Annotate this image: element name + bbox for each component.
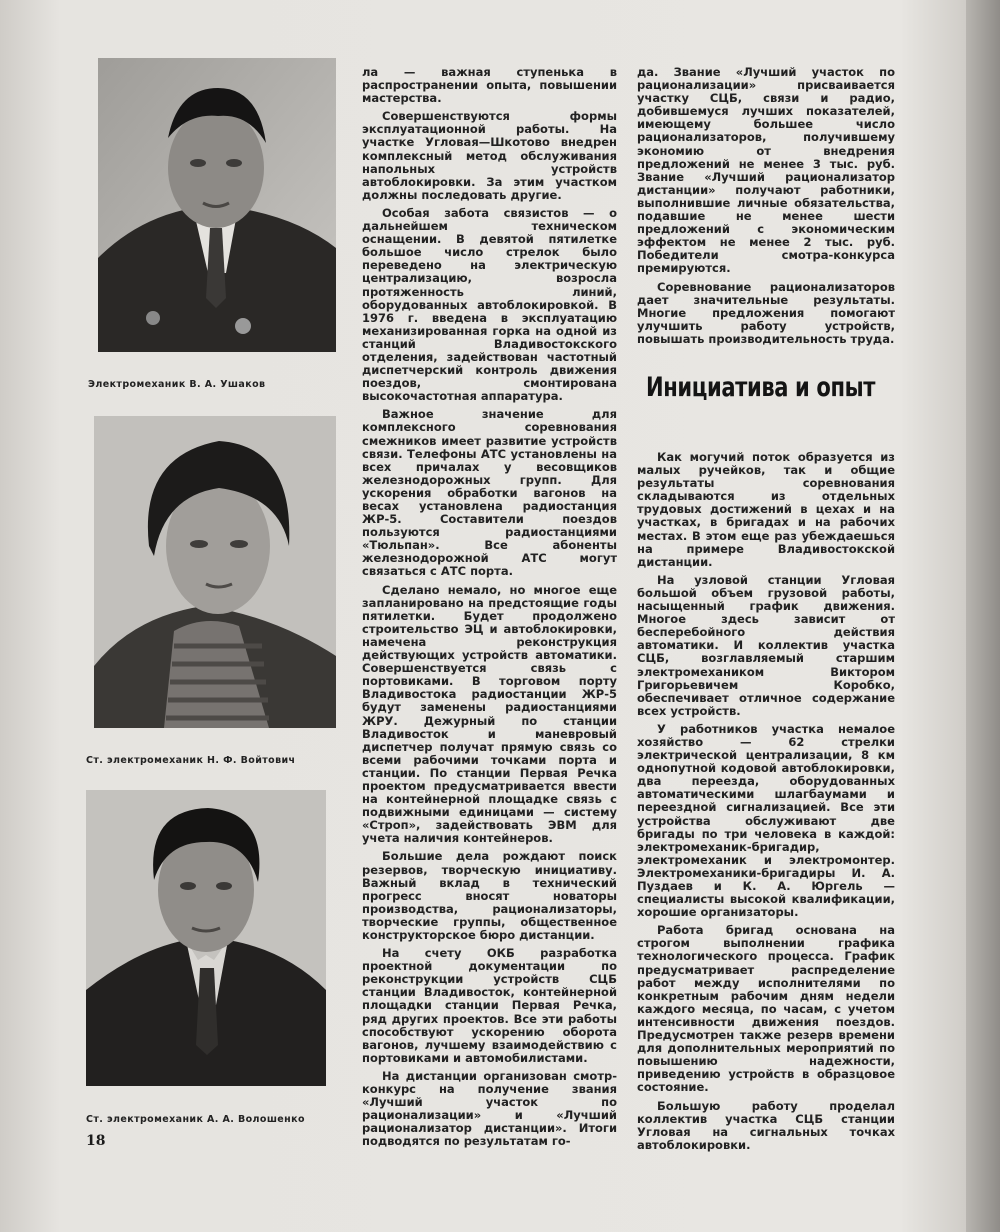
portrait-photo-3 bbox=[86, 790, 326, 1086]
photo-2-caption: Ст. электромеханик Н. Ф. Войтович bbox=[86, 755, 296, 766]
paragraph: На счету ОКБ разработка проектной документации по реконструкции устройств СЦБ станции Владивосток, контейнерной площадки станции Первая Речка, ряд других проектов. Все эти работы способствуют ускорению оборота вагонов, лучшему взаимодействию с портовиками и автомобилистами. bbox=[362, 946, 617, 1065]
paragraph: Совершенствуются формы эксплуатационной работы. На участке Угловая—Шкотово внедрен комплексный метод обслуживания напольных устройств автоблокировки. За этим участком должны последовать другие. bbox=[362, 109, 617, 202]
paragraph: Работа бригад основана на строгом выполнении графика технологического процесса. График предусматривает распределение работ между исполнителями по конкретным рабочим дням недели каждого месяца, по часам, с учетом интенсивности движения поездов. Предусмотрен также резерв времени для дополнительных мероприятий по повышению надежности, приведению устройств в образцовое состояние. bbox=[637, 923, 895, 1095]
paragraph: Особая забота связистов — о дальнейшем техническом оснащении. В девятой пятилетке большое число стрелок было переведено на электрическую централизацию, возросла протяженность линий, оборудованных автоблокировкой. В 1976 г. введена в эксплуатацию механизированная горка на одной из станций Владивостокского отделения, задействован частотный диспетчерский контроль движения поездов, смонтирована высокочастотная аппаратура. bbox=[362, 205, 617, 404]
paragraph: Сделано немало, но многое еще запланировано на предстоящие годы пятилетки. Будет продолжено строительство ЭЦ и автоблокировки, намечена реконструкция действующих устройств автоматики. Совершенствуется связь с портовиками. В торговом порту Владивостока радиостанции ЖР-5 будут заменены радиостанциями ЖРУ. Дежурный по станции Владивосток и маневровый диспетчер получат прямую связь со всеми рабочими точками порта и станции. По станции Первая Речка проектом предусматривается ввести на контейнерной площадке связь с подвижными единицами — систему «Строп», задействовать ЭВМ для учета наличия контейнеров. bbox=[362, 582, 617, 846]
paragraph: Большую работу проделал коллектив участка СЦБ станции Угловая на сигнальных точках автоблокировки. bbox=[637, 1098, 895, 1152]
paragraph: Важное значение для комплексного соревнования смежников имеет развитие устройств связи. Телефоны АТС установлены на всех причалах у весовщиков железнодорожных групп. Для ускорения обработки вагонов на весах установлена радиостанция ЖР-5. Составители поездов пользуются радиостанциями «Тюльпан». Все абоненты железнодорожной АТС могут связаться с АТС порта. bbox=[362, 407, 617, 579]
portrait-photo-2 bbox=[94, 416, 336, 728]
paragraph: У работников участка немалое хозяйство — 62 стрелки электрической централизации, 8 км однопутной кодовой автоблокировки, два переезда, оборудованных автоматическими шлагбаумами и переездной сигнализацией. Все эти устройства обслуживают две бригады по три человека в каждой: электромеханик-бригадир, электромеханик и электромонтер. Электромеханики-бригадиры И. А. Пуздаев и К. А. Юргель — специалисты высокой квалификации, хорошие организаторы. bbox=[637, 721, 895, 920]
text-column-2-bottom bbox=[637, 451, 895, 1157]
text-column-1 bbox=[362, 66, 617, 1154]
paragraph: Как могучий поток образуется из малых ручейков, так и общие результаты соревнования складываются из отдельных трудовых достижений в цехах и на участках, в бригадах и на рабочих местах. В этом еще раз убеждаешься на примере Владивостокской дистанции. bbox=[637, 450, 895, 569]
page-number: 18 bbox=[86, 1133, 106, 1149]
paragraph: На дистанции организован смотр-конкурс на получение звания «Лучший участок по рационализации» и «Лучший рационализатор дистанции». Итоги подводятся по результатам го- bbox=[362, 1068, 617, 1149]
portrait-photo-1 bbox=[98, 58, 336, 352]
paragraph: Большие дела рождают поиск резервов, творческую инициативу. Важный вклад в технический прогресс вносят новаторы производства, рационализаторы, творческие группы, общественное конструкторское бюро дистанции. bbox=[362, 849, 617, 942]
paragraph: да. Звание «Лучший участок по рационализации» присваивается участку СЦБ, связи и радио, добившемуся лучших показателей, имеющему большее число рационализаторов, получившему экономию от внедрения предложений не менее 3 тыс. руб. Звание «Лучший рационализатор дистанции» получают работники, выполнившие личные обязательства, подавшие не менее шести предложений с экономическим эффектом не менее 2 тыс. руб. Победители смотра-конкурса премируются. bbox=[637, 65, 895, 276]
paragraph: Соревнование рационализаторов дает значительные результаты. Многие предложения помогают улучшить работу устройств, повышать производительность труда. bbox=[637, 279, 895, 346]
photo-1-caption: Электромеханик В. А. Ушаков bbox=[88, 379, 266, 390]
text-column-2-top bbox=[637, 66, 895, 351]
paragraph: На узловой станции Угловая большой объем грузовой работы, насыщенный график движения. Многое здесь зависит от бесперебойного действия автоматики. И коллектив участка СЦБ, возглавляемый старшим электромехаником Виктором Григорьевичем Коробко, обеспечивает отличное содержание всех устройств. bbox=[637, 572, 895, 718]
photo-3-caption: Ст. электромеханик А. А. Волошенко bbox=[86, 1114, 305, 1125]
section-heading: Инициатива и опыт bbox=[646, 372, 876, 403]
paragraph: ла — важная ступенька в распространении опыта, повышении мастерства. bbox=[362, 65, 617, 106]
page-edge bbox=[966, 0, 1000, 1232]
